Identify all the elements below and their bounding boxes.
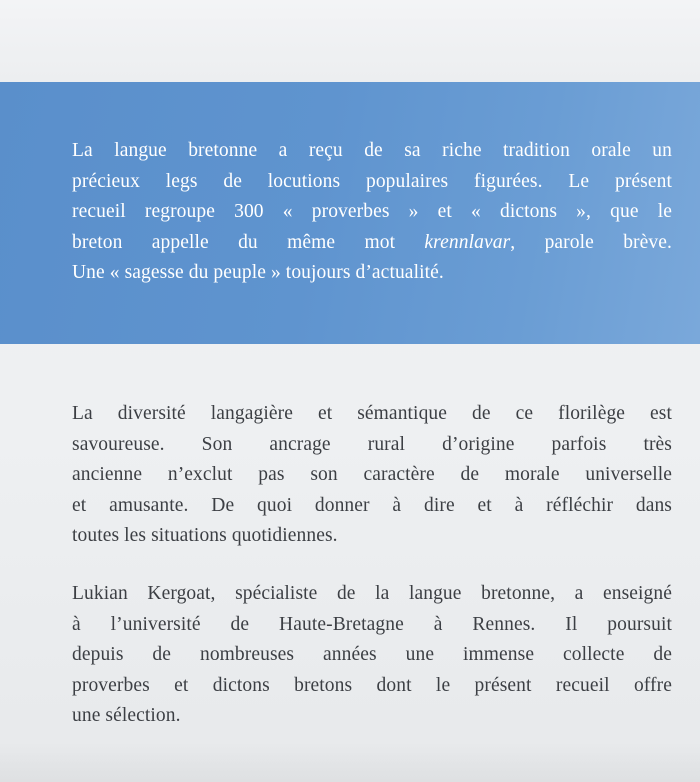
blurb-line-4 (72, 228, 672, 259)
bio-line-3: depuis de nombreuses années une immense collecte de (72, 644, 672, 665)
bio-line-2: à l’université de Haute-Bretagne à Rennes. Il poursuit (72, 613, 672, 635)
blurb-line-2: précieux legs de locutions populaires figurées. Le présent (72, 170, 672, 192)
description-line-3: ancienne n’exclut pas son caractère de morale universelle (72, 464, 672, 485)
bio-line-4: proverbes et dictons bretons dont le présent recueil offre (72, 674, 672, 696)
banner-blurb (72, 136, 672, 289)
blurb-line-4-start: breton appelle du même mot (72, 231, 425, 253)
description-paragraph (72, 399, 672, 552)
author-bio-paragraph (72, 579, 672, 732)
blurb-line-3: recueil regroupe 300 « proverbes » et « dictons », que le (72, 201, 672, 222)
bio-line-1: Lukian Kergoat, spécialiste de la langue bretonne, a enseigné (72, 583, 672, 604)
blurb-line-4-end: , parole brève. (510, 231, 672, 253)
blurb-line-5: Une « sagesse du peuple » toujours d’actualité. (72, 262, 444, 283)
blurb-line-1: La langue bretonne a reçu de sa riche tradition orale un (72, 140, 672, 161)
bottom-shadow (0, 742, 700, 782)
description-line-4: et amusante. De quoi donner à dire et à réfléchir dans (72, 494, 672, 516)
bio-line-5: une sélection. (72, 705, 181, 726)
description-line-5: toutes les situations quotidiennes. (72, 525, 338, 546)
top-margin (0, 0, 700, 82)
description-line-1: La diversité langagière et sémantique de ce florilège est (72, 403, 672, 424)
blurb-italic-word: krennlavar (424, 231, 511, 253)
description-line-2: savoureuse. Son ancrage rural d’origine parfois très (72, 433, 672, 455)
